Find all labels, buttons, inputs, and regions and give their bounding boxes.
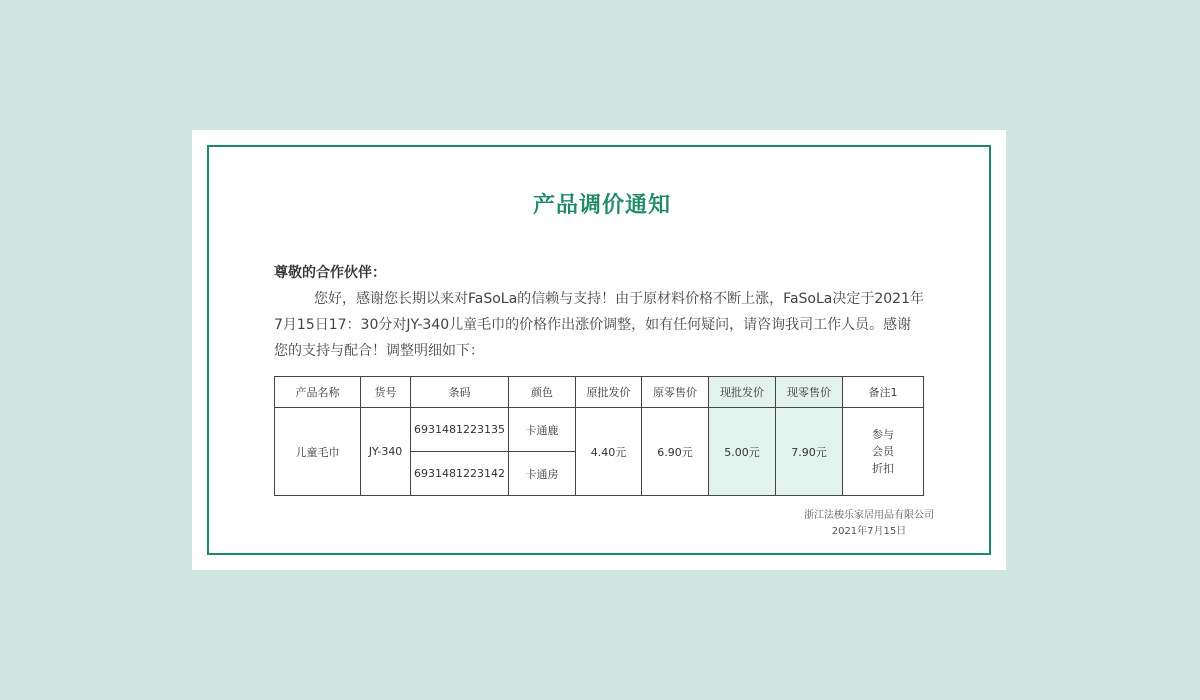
cell-old-wholesale: 4.40元 bbox=[576, 408, 642, 496]
price-adjustment-table bbox=[274, 376, 924, 496]
table-row bbox=[275, 408, 924, 452]
cell-sku: JY-340 bbox=[361, 408, 411, 496]
notice-title: 产品调价通知 bbox=[532, 193, 671, 218]
header-color: 颜色 bbox=[509, 377, 576, 408]
remark-line: 参与 bbox=[872, 428, 894, 441]
header-old-retail: 原零售价 bbox=[642, 377, 709, 408]
notice-body: 您好，感谢您长期以来对FaSoLa的信赖与支持！由于原材料价格不断上涨，FaSoLa决定于2021年7月15日17：30分对JY-340儿童毛巾的价格作出涨价调整，如有任何疑问，请咨询我司工作人员。感谢您的支持与配合！调整明细如下： bbox=[274, 291, 924, 359]
notice-card bbox=[192, 130, 1006, 570]
header-remark: 备注1 bbox=[843, 377, 924, 408]
header-sku: 货号 bbox=[361, 377, 411, 408]
cell-remark bbox=[843, 408, 924, 496]
header-new-retail: 现零售价 bbox=[776, 377, 843, 408]
cell-new-wholesale: 5.00元 bbox=[709, 408, 776, 496]
header-barcode: 条码 bbox=[411, 377, 509, 408]
cell-product-name: 儿童毛巾 bbox=[275, 408, 361, 496]
table-header-row bbox=[275, 377, 924, 408]
cell-new-retail: 7.90元 bbox=[776, 408, 843, 496]
remark-line: 会员 bbox=[872, 445, 894, 458]
remark-line: 折扣 bbox=[872, 462, 894, 475]
header-new-wholesale: 现批发价 bbox=[709, 377, 776, 408]
notice-date: 2021年7月15日 bbox=[831, 526, 907, 537]
cell-color: 卡通鹿 bbox=[509, 408, 576, 452]
cell-barcode: 6931481223135 bbox=[411, 408, 509, 452]
company-name: 浙江法梭乐家居用品有限公司 bbox=[804, 510, 934, 521]
cell-old-retail: 6.90元 bbox=[642, 408, 709, 496]
header-old-wholesale: 原批发价 bbox=[576, 377, 642, 408]
notice-footer bbox=[804, 508, 934, 540]
cell-barcode: 6931481223142 bbox=[411, 452, 509, 496]
cell-color: 卡通房 bbox=[509, 452, 576, 496]
remark-text bbox=[872, 426, 894, 477]
salutation: 尊敬的合作伙伴： bbox=[274, 265, 386, 281]
header-product-name: 产品名称 bbox=[275, 377, 361, 408]
